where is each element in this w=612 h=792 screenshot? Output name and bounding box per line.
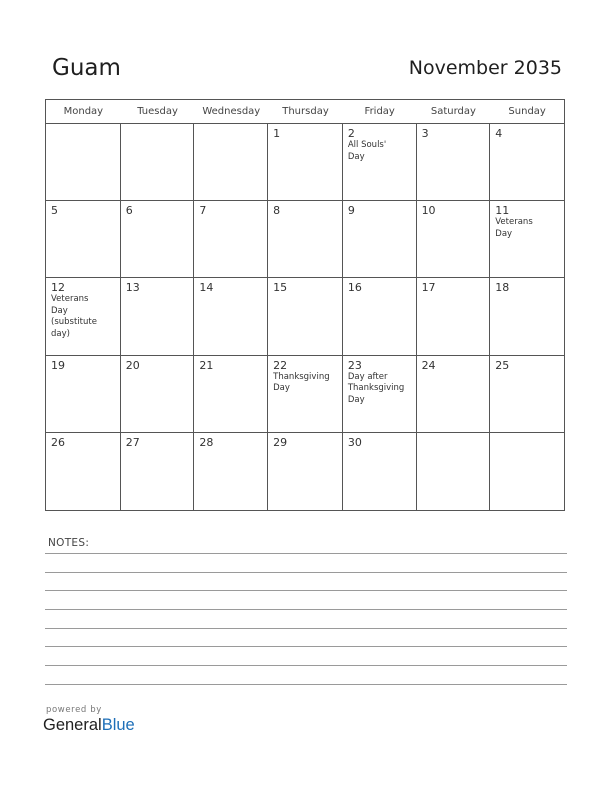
calendar-grid [45, 99, 565, 511]
day-cell [268, 356, 343, 433]
brand-blue-text: Blue [101, 716, 135, 734]
day-number: 20 [125, 358, 140, 372]
day-cell [194, 278, 268, 355]
note-line [45, 665, 567, 666]
day-cell [194, 201, 268, 278]
holiday-label: All Souls' Day [347, 140, 387, 162]
day-number: 27 [125, 435, 140, 449]
weekday-header: Thursday [268, 100, 343, 124]
day-number: 2 [347, 127, 355, 140]
day-cell [194, 356, 268, 433]
weekday-header: Wednesday [194, 100, 268, 124]
day-cell [417, 278, 491, 355]
day-cell [121, 433, 195, 510]
day-cell [46, 278, 121, 355]
day-cell [46, 201, 121, 278]
day-number: 17 [421, 281, 436, 295]
day-number: 23 [347, 358, 362, 372]
day-number: 19 [51, 358, 65, 372]
weekday-header: Friday [343, 100, 417, 124]
day-number: 9 [347, 204, 355, 218]
day-number: 15 [273, 281, 288, 295]
day-cell [343, 124, 417, 201]
day-cell [46, 356, 121, 433]
day-cell [121, 356, 195, 433]
day-number: 18 [495, 281, 510, 295]
holiday-label: Day after Thanksgiving Day [347, 371, 405, 405]
day-number: 3 [421, 127, 429, 140]
day-cell [490, 433, 564, 510]
day-cell [268, 201, 343, 278]
holiday-label: Veterans Day (substitute day) [51, 294, 97, 339]
weekday-header: Sunday [490, 100, 564, 124]
day-cell [490, 124, 564, 201]
day-cell [343, 201, 417, 278]
day-cell [268, 124, 343, 201]
day-cell [268, 433, 343, 510]
day-number: 24 [421, 358, 436, 372]
day-number: 6 [125, 204, 133, 218]
day-number: 16 [347, 281, 362, 295]
day-number: 26 [51, 435, 65, 449]
day-number: 13 [125, 281, 140, 295]
day-number: 28 [199, 435, 214, 449]
generalblue-logo [43, 716, 135, 735]
weekday-header: Saturday [417, 100, 491, 124]
day-number: 5 [51, 204, 58, 218]
day-number: 29 [273, 435, 288, 449]
day-number: 11 [495, 204, 510, 218]
day-cell [121, 278, 195, 355]
powered-by-text: powered by [46, 705, 102, 715]
day-number: 22 [273, 358, 288, 372]
day-number: 21 [199, 358, 214, 372]
notes-label: NOTES: [48, 537, 90, 549]
day-number: 8 [273, 204, 281, 218]
holiday-label: Thanksgiving Day [273, 371, 330, 394]
day-number: 12 [51, 281, 65, 295]
day-cell [417, 433, 491, 510]
day-cell [417, 356, 491, 433]
note-line [45, 609, 567, 610]
note-line [45, 684, 567, 685]
month-year-title: November 2035 [408, 57, 562, 79]
day-number: 10 [421, 204, 436, 218]
note-line [45, 646, 567, 647]
day-cell [490, 356, 564, 433]
day-cell [343, 278, 417, 355]
day-cell [194, 124, 268, 201]
day-cell [194, 433, 268, 510]
day-cell [268, 278, 343, 355]
day-cell [417, 201, 491, 278]
brand-general-text: General [43, 716, 102, 734]
day-cell [46, 433, 121, 510]
day-number: 14 [199, 281, 214, 295]
day-cell [417, 124, 491, 201]
day-cell [343, 356, 417, 433]
holiday-label: Veterans Day [495, 217, 533, 239]
note-line [45, 590, 567, 591]
day-cell [121, 201, 195, 278]
note-line [45, 553, 567, 554]
weekday-header: Monday [46, 100, 121, 124]
weekday-header: Tuesday [121, 100, 195, 124]
day-number: 25 [495, 358, 510, 372]
day-number: 4 [495, 127, 503, 140]
day-cell [121, 124, 195, 201]
region-title: Guam [52, 55, 121, 81]
day-cell [46, 124, 121, 201]
day-number: 7 [199, 204, 207, 218]
note-line [45, 572, 567, 573]
day-cell [490, 201, 564, 278]
day-number: 1 [273, 127, 281, 140]
day-cell [490, 278, 564, 355]
note-line [45, 628, 567, 629]
day-number: 30 [347, 435, 362, 449]
day-cell [343, 433, 417, 510]
